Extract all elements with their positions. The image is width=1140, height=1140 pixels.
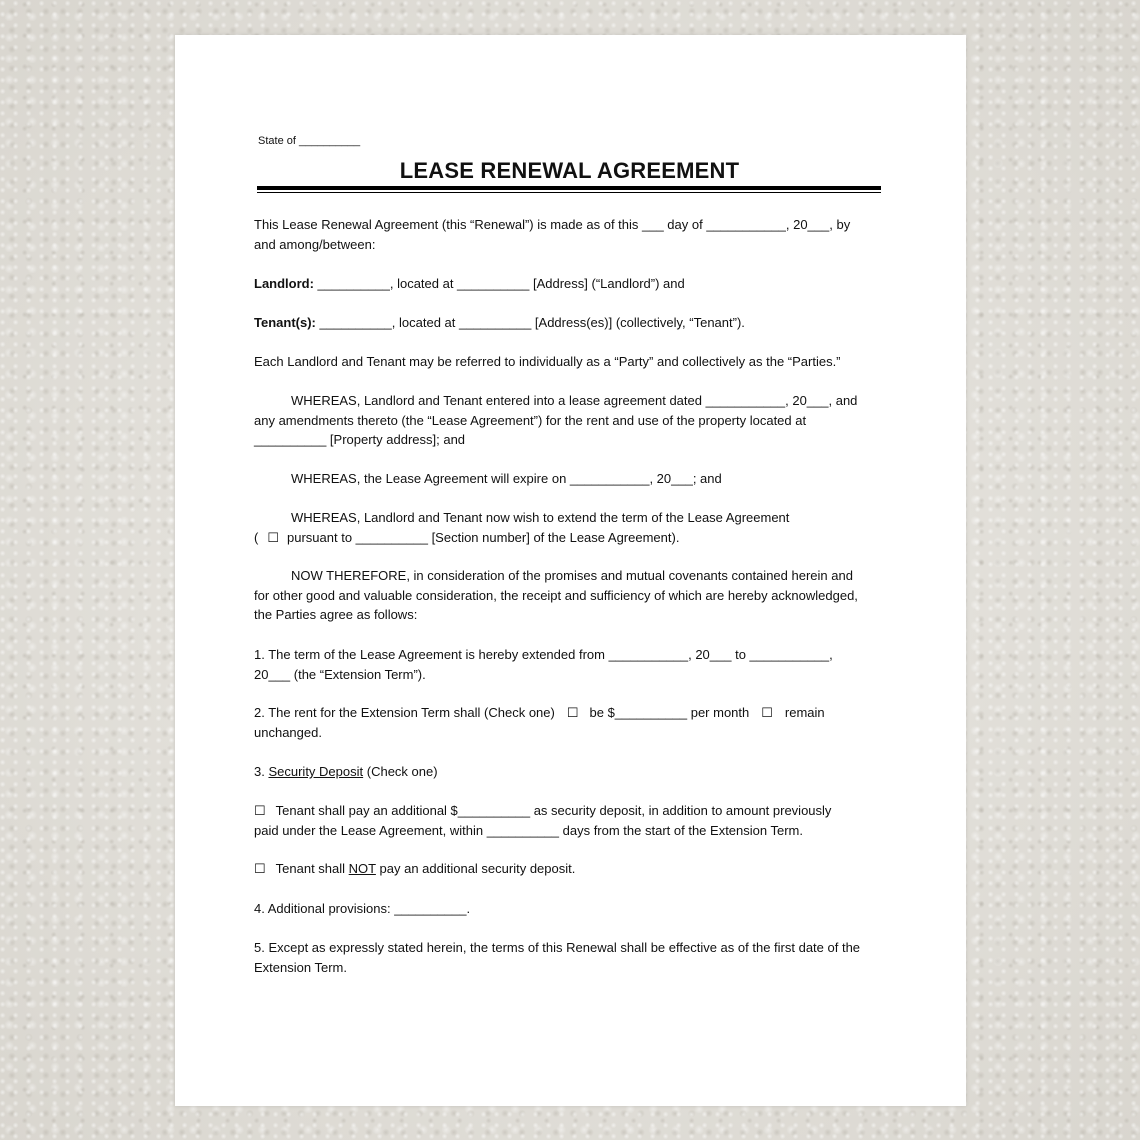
whereas-3-line-2: pursuant to __________ [Section number] of the Lease Agreement). <box>287 529 680 545</box>
intro-line-1: This Lease Renewal Agreement (this “Renewal”) is made as of this ___ day of ___________, 20___, by <box>254 217 851 232</box>
tenant-line <box>254 313 886 333</box>
now-therefore-paragraph <box>254 566 886 625</box>
now-therefore-line-1: NOW THEREFORE, in consideration of the promises and mutual covenants contained herein and <box>291 568 853 583</box>
whereas-3-paragraph <box>254 508 886 547</box>
whereas-3-checkbox-icon[interactable]: ☐ <box>267 529 279 545</box>
document-title: LEASE RENEWAL AGREEMENT <box>399 158 740 183</box>
tenant-text: __________, located at __________ [Address(es)] (collectively, “Tenant”). <box>315 315 745 330</box>
whereas-3-line-1: WHEREAS, Landlord and Tenant now wish to extend the term of the Lease Agreement <box>291 510 790 525</box>
landlord-text: __________, located at __________ [Address] (“Landlord”) and <box>313 276 685 291</box>
deposit-option-2-paragraph <box>254 859 886 879</box>
deposit-option-1-line-1: Tenant shall pay an additional $__________ as security deposit, in addition to amount previously <box>275 803 832 818</box>
item-2-paragraph <box>254 703 886 742</box>
item-5-paragraph <box>254 938 886 977</box>
title-rule-thick <box>257 186 881 190</box>
tenant-label: Tenant(s): <box>254 315 316 330</box>
item-4-paragraph: 4. Additional provisions: __________. <box>254 901 471 916</box>
item-1-paragraph <box>254 645 886 684</box>
item-3-number: 3. <box>254 764 265 779</box>
deposit-option-1-line-2: paid under the Lease Agreement, within __________ days from the start of the Extension Term. <box>254 822 803 838</box>
deposit-option-1-paragraph <box>254 801 886 840</box>
whereas-1-paragraph <box>254 391 886 450</box>
document-page <box>175 35 966 1106</box>
state-line: State of __________ <box>258 135 361 147</box>
intro-paragraph <box>254 215 886 254</box>
whereas-2-paragraph <box>254 469 886 489</box>
landlord-line <box>254 274 886 294</box>
item-2-option-1: be $__________ per month <box>589 705 750 720</box>
item-5-line-2: Extension Term. <box>254 959 347 975</box>
whereas-1-line-2: any amendments thereto (the “Lease Agreement”) for the rent and use of the property located at <box>254 412 807 428</box>
item-1-line-2: 20___ (the “Extension Term”). <box>254 666 426 682</box>
whereas-1-line-3: __________ [Property address]; and <box>254 432 466 447</box>
deposit-option-2-checkbox-icon[interactable]: ☐ <box>254 861 266 876</box>
item-2-line-2: unchanged. <box>254 724 322 740</box>
deposit-option-2-pre: Tenant shall <box>275 861 346 876</box>
parties-paragraph: Each Landlord and Tenant may be referred to individually as a “Party” and collectively as the “Parties.” <box>254 354 841 369</box>
deposit-option-1-checkbox-icon[interactable]: ☐ <box>254 803 266 818</box>
whereas-1-line-1: WHEREAS, Landlord and Tenant entered into a lease agreement dated ___________, 20___, and <box>291 393 858 408</box>
item-3-heading <box>254 762 886 782</box>
whereas-3-paren: ( <box>254 529 259 545</box>
title-rule-thin <box>257 192 881 193</box>
security-deposit-heading: Security Deposit <box>268 764 364 779</box>
landlord-label: Landlord: <box>254 276 314 291</box>
item-5-line-1: 5. Except as expressly stated herein, the terms of this Renewal shall be effective as of the first date of the <box>254 940 861 955</box>
now-therefore-line-2: for other good and valuable consideration, the receipt and sufficiency of which are hereby acknowledged, <box>254 587 858 603</box>
rent-unchanged-checkbox-icon[interactable]: ☐ <box>761 705 773 720</box>
item-1-line-1: 1. The term of the Lease Agreement is hereby extended from ___________, 20___ to ___________, <box>254 647 833 662</box>
deposit-option-2-post: pay an additional security deposit. <box>379 861 576 876</box>
intro-line-2: and among/between: <box>254 236 376 252</box>
now-therefore-line-3: the Parties agree as follows: <box>254 607 418 622</box>
item-2-option-2: remain <box>784 705 825 720</box>
whereas-2-text: WHEREAS, the Lease Agreement will expire on ___________, 20___; and <box>291 471 722 486</box>
rent-change-checkbox-icon[interactable]: ☐ <box>566 705 579 720</box>
item-3-suffix: (Check one) <box>366 764 438 779</box>
item-2-lead: 2. The rent for the Extension Term shall (Check one) <box>254 705 555 720</box>
deposit-option-2-emphasis: NOT <box>348 861 376 876</box>
